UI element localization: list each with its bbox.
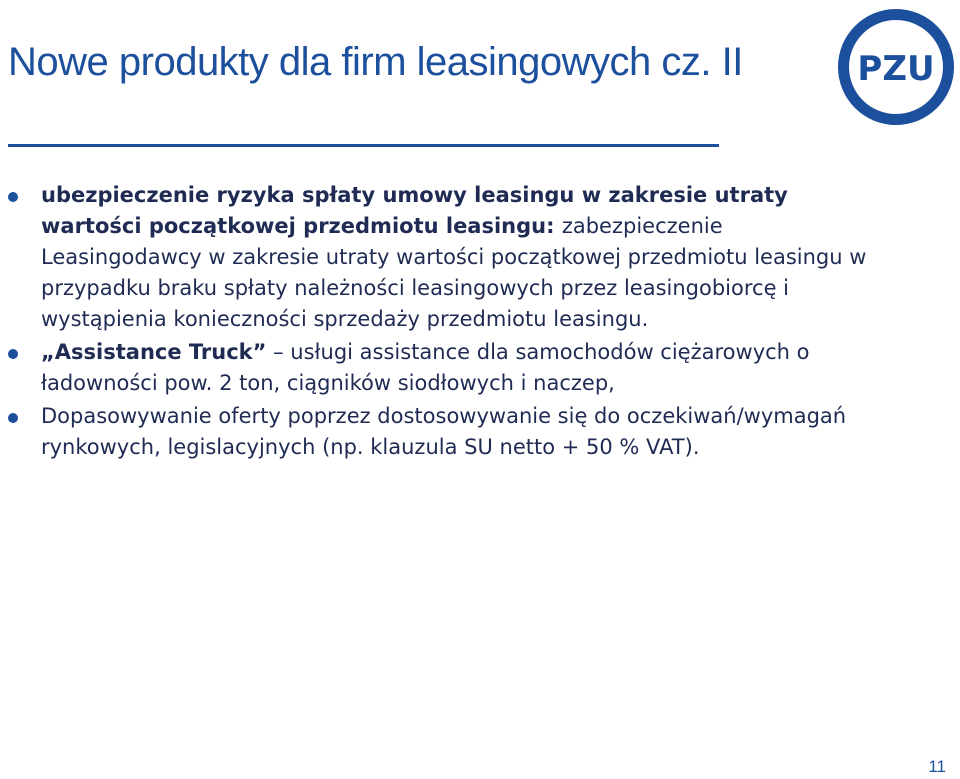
- logo-text: PZU: [857, 49, 935, 89]
- bullet-text: Dopasowywanie oferty poprzez dostosowywanie się do oczekiwań/wymagań rynkowych, legislacyjnych (np. klauzula SU netto + 50 % VAT).: [41, 404, 847, 459]
- bullet-item: [0, 337, 870, 399]
- bullet-item: [0, 401, 870, 463]
- bullet-dot-icon: [8, 413, 18, 423]
- slide-title: Nowe produkty dla firm leasingowych cz. II: [8, 40, 743, 84]
- bullet-item: [0, 180, 870, 335]
- page-number: 11: [928, 757, 946, 776]
- bullet-text: – usługi assistance dla samochodów ciężarowych o ładowności pow. 2 ton, ciągników siodłowych i naczep,: [41, 340, 810, 395]
- bullet-text: zabezpieczenie Leasingodawcy w zakresie utraty wartości początkowej przedmiotu leasingu w przypadku braku spłaty należności leasingowych przez leasingobiorcę i wystąpienia konieczności sprzedaży przedmiotu leasingu.: [41, 214, 867, 331]
- bullet-bold-text: ubezpieczenie ryzyka spłaty umowy leasingu w zakresie utraty wartości początkowej przedmiotu leasingu:: [41, 183, 788, 238]
- title-underline: [8, 144, 719, 147]
- bullet-dot-icon: [8, 349, 18, 359]
- bullet-bold-text: „Assistance Truck”: [41, 340, 267, 364]
- bullet-list: [0, 180, 870, 465]
- bullet-dot-icon: [8, 192, 18, 202]
- pzu-logo-icon: [837, 8, 955, 126]
